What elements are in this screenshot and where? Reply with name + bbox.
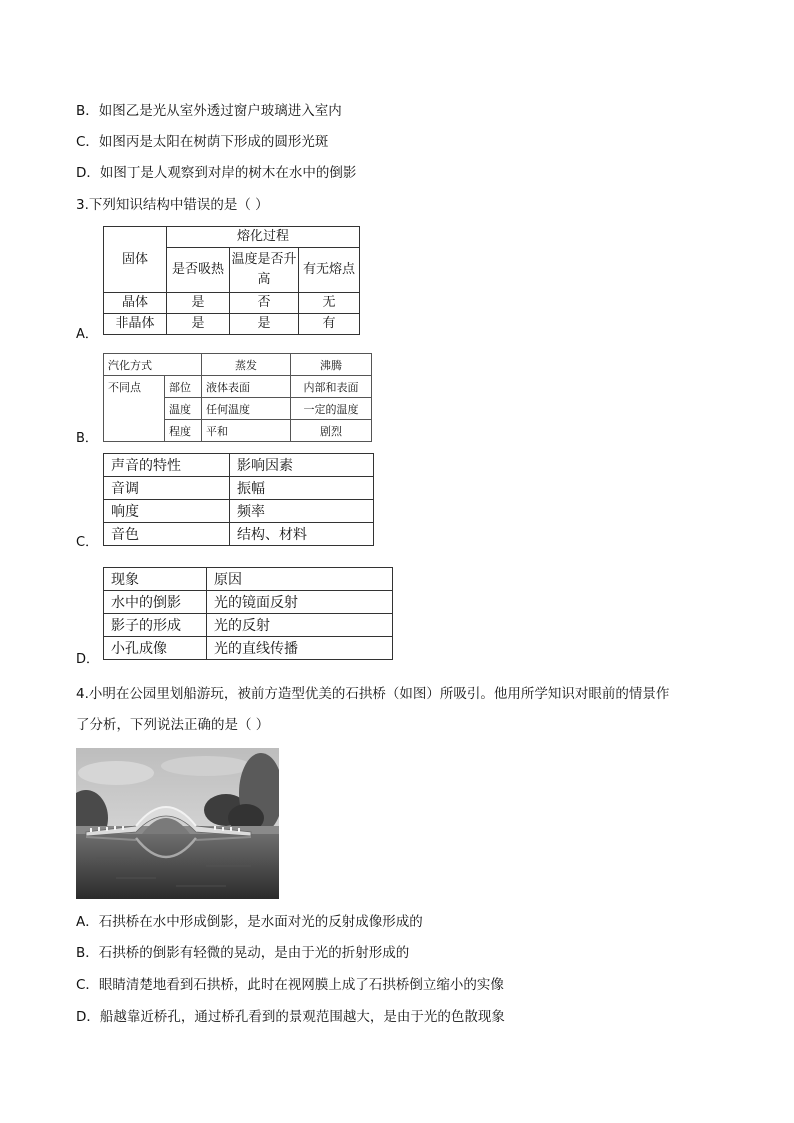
table-c-sound — [103, 453, 374, 546]
table-cell: 音调 — [104, 477, 230, 500]
table-cell: 任何温度 — [202, 398, 291, 420]
table-row — [104, 614, 393, 637]
table-cell: 部位 — [165, 376, 202, 398]
table-row — [104, 500, 374, 523]
table-cell: 影子的形成 — [104, 614, 207, 637]
table-c-header: 影响因素 — [230, 454, 374, 477]
choice-letter-b: B． — [76, 431, 98, 446]
table-b-header: 汽化方式 — [104, 354, 202, 376]
table-a-subheader: 有无熔点 — [299, 248, 360, 293]
table-cell: 程度 — [165, 420, 202, 442]
table-cell: 是 — [167, 314, 230, 335]
table-b-header: 沸腾 — [291, 354, 372, 376]
table-cell: 光的直线传播 — [207, 637, 393, 660]
table-row — [104, 523, 374, 546]
question-4-stem-line-2: 了分析，下列说法正确的是（ ） — [76, 717, 270, 733]
table-cell: 一定的温度 — [291, 398, 372, 420]
table-cell: 有 — [299, 314, 360, 335]
table-cell: 液体表面 — [202, 376, 291, 398]
table-cell: 非晶体 — [104, 314, 167, 335]
table-d-header: 现象 — [104, 568, 207, 591]
table-row — [104, 591, 393, 614]
table-cell: 频率 — [230, 500, 374, 523]
table-b-vaporization — [103, 353, 372, 442]
table-b-group-label: 不同点 — [104, 376, 165, 442]
table-cell: 平和 — [202, 420, 291, 442]
table-cell: 小孔成像 — [104, 637, 207, 660]
table-row — [104, 314, 360, 335]
table-d-light — [103, 567, 393, 660]
table-cell: 内部和表面 — [291, 376, 372, 398]
table-a-corner: 固体 — [104, 227, 167, 293]
table-c-header: 声音的特性 — [104, 454, 230, 477]
table-a-subheader: 温度是否升高 — [230, 248, 299, 293]
table-cell: 无 — [299, 293, 360, 314]
table-cell: 音色 — [104, 523, 230, 546]
table-row — [104, 637, 393, 660]
choice-letter-d: D． — [76, 652, 100, 667]
table-cell: 水中的倒影 — [104, 591, 207, 614]
table-row — [104, 477, 374, 500]
table-cell: 响度 — [104, 500, 230, 523]
table-a-group-header: 熔化过程 — [167, 227, 360, 248]
q4-option-d: D．船越靠近桥孔，通过桥孔看到的景观范围越大，是由于光的色散现象 — [76, 1009, 505, 1025]
table-cell: 振幅 — [230, 477, 374, 500]
table-cell: 光的镜面反射 — [207, 591, 393, 614]
table-cell: 否 — [230, 293, 299, 314]
q4-option-a: A．石拱桥在水中形成倒影，是水面对光的反射成像形成的 — [76, 914, 423, 930]
choice-letter-a: A． — [76, 327, 98, 342]
option-b-text: B．如图乙是光从室外透过窗户玻璃进入室内 — [76, 103, 342, 119]
stone-arch-bridge-photo — [76, 748, 279, 899]
table-cell: 温度 — [165, 398, 202, 420]
table-cell: 是 — [230, 314, 299, 335]
table-row — [104, 376, 372, 398]
table-b-header: 蒸发 — [202, 354, 291, 376]
table-a-subheader: 是否吸热 — [167, 248, 230, 293]
table-cell: 是 — [167, 293, 230, 314]
table-row — [104, 293, 360, 314]
option-c-text: C．如图丙是太阳在树荫下形成的圆形光斑 — [76, 134, 329, 150]
table-a-melting — [103, 226, 360, 335]
table-cell: 晶体 — [104, 293, 167, 314]
q4-option-b: B．石拱桥的倒影有轻微的晃动，是由于光的折射形成的 — [76, 945, 410, 961]
question-3-stem: 3.下列知识结构中错误的是（ ） — [76, 197, 269, 213]
q4-option-c: C．眼睛清楚地看到石拱桥，此时在视网膜上成了石拱桥倒立缩小的实像 — [76, 977, 504, 993]
table-cell: 剧烈 — [291, 420, 372, 442]
table-cell: 结构、材料 — [230, 523, 374, 546]
choice-letter-c: C． — [76, 535, 99, 550]
option-d-text: D．如图丁是人观察到对岸的树木在水中的倒影 — [76, 165, 357, 181]
table-cell: 光的反射 — [207, 614, 393, 637]
table-d-header: 原因 — [207, 568, 393, 591]
question-4-stem-line-1: 4.小明在公园里划船游玩，被前方造型优美的石拱桥（如图）所吸引。他用所学知识对眼前的情景作 — [76, 686, 670, 702]
